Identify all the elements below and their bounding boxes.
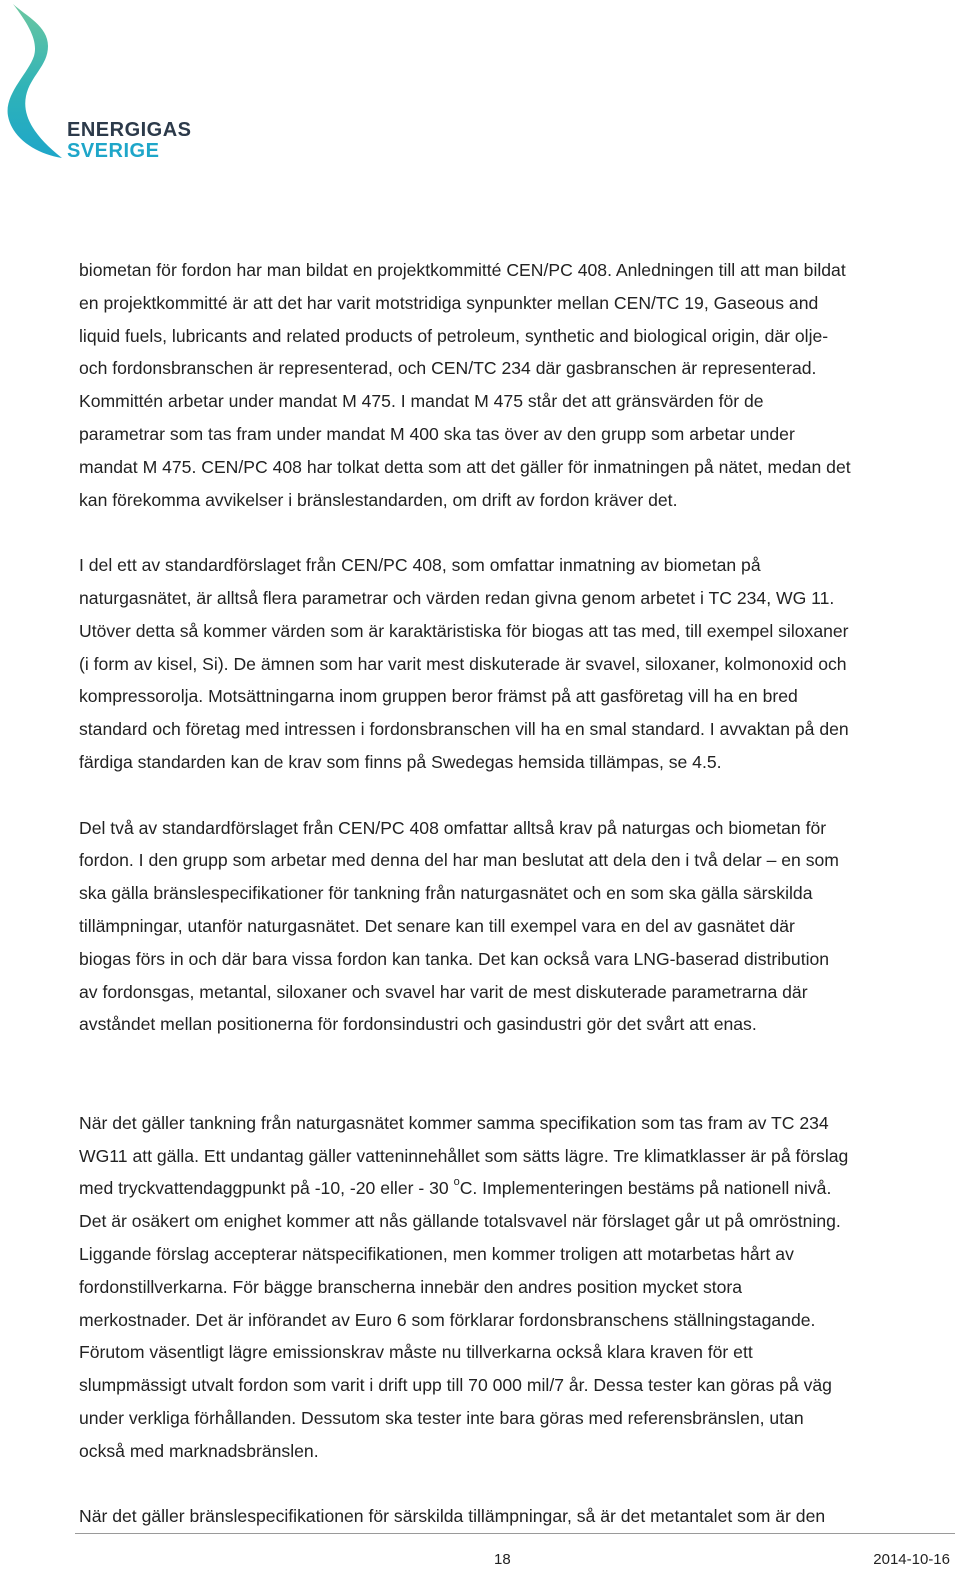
paragraph-4-degree-line xyxy=(79,1178,831,1198)
paragraph-4-rest: Det är osäkert om enighet kommer att nås gällande totalsvavel när förslaget går ut på omröstning. Liggande förslag accepterar nätspecifikationen, men kommer troligen att motarbetas hårt av fordonstillverkarna. För bägge branscherna innebär den andres position mycket stora merkostnader. Det är införandet av Euro 6 som förklarar fordonsbranschens ställningstagande. Förutom väsentligt lägre emissionskrav måste nu tillverkarna också klara kraven för ett slumpmässigt utvalt fordon som varit i drift upp till 70 000 mil/7 år. Dessa tester kan göras på väg under verkliga förhållanden. Dessutom ska tester inte bara göras med referensbränslen, utan också med marknadsbränslen. xyxy=(79,1211,841,1461)
degree-symbol: o xyxy=(453,1176,460,1189)
footer-date: 2014-10-16 xyxy=(873,1551,950,1568)
energigas-sverige-logo xyxy=(4,4,204,164)
paragraph-5: När det gäller bränslespecifikationen för särskilda tillämpningar, så är det metantalet som är den xyxy=(79,1506,826,1527)
logo-text-sverige: SVERIGE xyxy=(67,140,160,162)
paragraph-4-intro: När det gäller tankning från naturgasnätet kommer samma specifikation som tas fram av TC 234 WG11 att gälla. Ett undantag gäller vatteninnehållet som sätts lägre. Tre klimatklasser är på förslag xyxy=(79,1112,849,1166)
paragraph-3: Del två av standardförslaget från CEN/PC 408 omfattar alltså krav på naturgas och biometan för fordon. I den grupp som arbetar med denna del har man beslutat att dela den i två delar – en som ska gälla bränslespecifikationer för tankning från naturgasnätet och en som ska gälla särskilda tillämpningar, utanför naturgasnätet. Det senare kan till exempel vara en del av gasnätet där biogas förs in och där bara vissa fordon kan tanka. Det kan också vara LNG-baserad distribution av fordonsgas, metantal, siloxaner och svavel har varit de mest diskuterade parametrarna där avståndet mellan positionerna för fordonsindustri och gasindustri gör det svårt att enas. xyxy=(79,817,839,1035)
logo-text-energigas: ENERGIGAS xyxy=(67,119,192,141)
paragraph-1: biometan för fordon har man bildat en projektkommitté CEN/PC 408. Anledningen till att man bildat en projektkommitté är att det har varit motstridiga synpunkter mellan CEN/TC 19, Gaseous and liquid fuels, lubricants and related products of petroleum, synthetic and biological origin, där olje- och fordonsbranschen är representerad, och CEN/TC 234 där gasbranschen är representerad. Kommittén arbetar under mandat M 475. I mandat M 475 står det att gränsvärden för de parametrar som tas fram under mandat M 400 ska tas över av den grupp som arbetar under mandat M 475. CEN/PC 408 har tolkat detta som att det gäller för inmatningen på nätet, medan det kan förekomma avvikelser i bränslestandarden, om drift av fordon kräver det. xyxy=(79,260,851,510)
document-body xyxy=(79,254,959,1533)
logo-wave-icon xyxy=(4,4,74,164)
degree-line-text-before: med tryckvattendaggpunkt på -10, -20 eller - 30 xyxy=(79,1178,454,1199)
page-number: 18 xyxy=(494,1551,511,1568)
footer-divider xyxy=(75,1533,955,1534)
paragraph-2: I del ett av standardförslaget från CEN/PC 408, som omfattar inmatning av biometan på naturgasnätet, är alltså flera parametrar och värden redan givna genom arbetet i TC 234, WG 11. Utöver detta så kommer värden som är karaktäristiska för biogas att tas med, till exempel siloxaner (i form av kisel, Si). De ämnen som har varit mest diskuterade är svavel, siloxaner, kolmonoxid och kompressorolja. Motsättningarna inom gruppen beror främst på att gasföretag vill ha en bred standard och företag med intressen i fordonsbranschen vill ha en smal standard. I avvaktan på den färdiga standarden kan de krav som finns på Swedegas hemsida tillämpas, se 4.5. xyxy=(79,555,849,772)
paragraph-4 xyxy=(79,1074,959,1468)
degree-line-text-after: C. Implementeringen bestäms på nationell nivå. xyxy=(459,1178,832,1199)
